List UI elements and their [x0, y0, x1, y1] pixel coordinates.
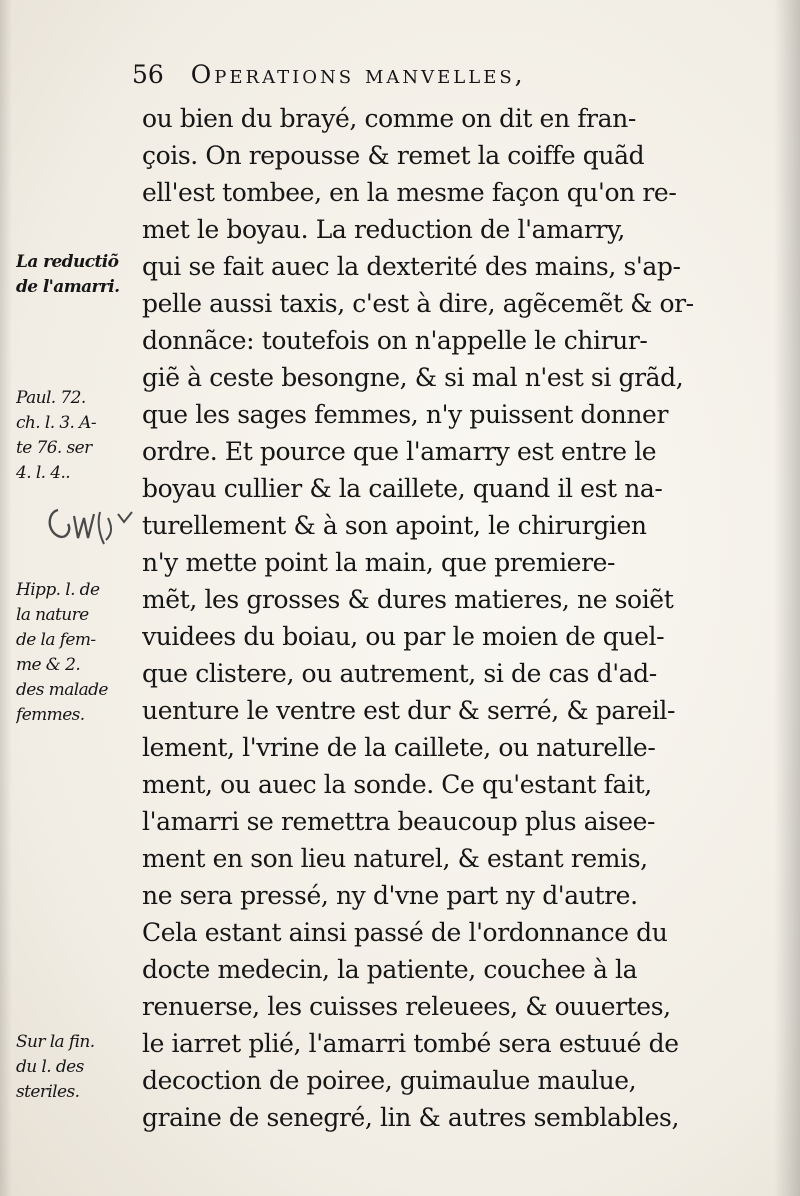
text-line: pelle aussi taxis, c'est à dire, agẽcemẽt & or-	[142, 289, 694, 318]
binding-shadow	[774, 0, 800, 1196]
margin-note-line: te 76. ser	[16, 438, 92, 458]
text-line: docte medecin, la patiente, couchee à la	[142, 955, 638, 984]
page-edge-shadow	[0, 0, 12, 1196]
text-line: boyau cullier & la caillete, quand il est na-	[142, 474, 663, 503]
margin-notes	[16, 0, 141, 1196]
text-line: ment en son lieu naturel, & estant remis,	[142, 844, 648, 873]
text-line: ne sera pressé, ny d'vne part ny d'autre.	[142, 881, 638, 910]
text-line: mẽt, les grosses & dures matieres, ne soiẽt	[142, 585, 674, 614]
text-line: met le boyau. La reduction de l'amarry,	[142, 215, 625, 244]
text-line: Cela estant ainsi passé de l'ordonnance du	[142, 918, 668, 947]
margin-note-line: La reductiõ	[16, 252, 119, 272]
margin-note-line: des malade	[16, 680, 108, 700]
text-line: decoction de poiree, guimaulue maulue,	[142, 1066, 637, 1095]
text-line: ordre. Et pource que l'amarry est entre le	[142, 437, 657, 466]
text-line: uenture le ventre est dur & serré, & pareil-	[142, 696, 676, 725]
text-line: graine de senegré, lin & autres semblables,	[142, 1103, 680, 1132]
margin-note-line: 4. l. 4..	[16, 463, 71, 483]
margin-note-line: du l. des	[16, 1057, 84, 1077]
text-line: çois. On repousse & remet la coiffe quãd	[142, 141, 645, 170]
margin-note-line: femmes.	[16, 705, 85, 725]
text-line: vuidees du boiau, ou par le moien de quel-	[142, 622, 665, 651]
margin-note-line: de la fem-	[16, 630, 96, 650]
text-line: qui se fait auec la dexterité des mains, s'ap-	[142, 252, 681, 281]
handwritten-annotation-icon	[44, 500, 136, 546]
text-line: renuerse, les cuisses releuees, & ouuertes,	[142, 992, 671, 1021]
text-line: n'y mette point la main, que premiere-	[142, 548, 616, 577]
margin-note-steriles	[16, 1030, 141, 1105]
text-line: lement, l'vrine de la caillete, ou naturelle-	[142, 733, 656, 762]
page-number: 56	[132, 60, 164, 89]
margin-note-reduction	[16, 250, 141, 300]
margin-note-paul	[16, 386, 141, 486]
margin-note-line: Paul. 72.	[16, 388, 86, 408]
text-line: que les sages femmes, n'y puissent donner	[142, 400, 668, 429]
main-text-block	[142, 100, 732, 1136]
margin-note-line: la nature	[16, 605, 89, 625]
margin-note-hippocrates	[16, 578, 141, 728]
text-line: le iarret plié, l'amarri tombé sera estuué de	[142, 1029, 679, 1058]
margin-note-line: steriles.	[16, 1082, 80, 1102]
text-line: giẽ à ceste besongne, & si mal n'est si grãd,	[142, 363, 684, 392]
margin-note-line: Hipp. l. de	[16, 580, 100, 600]
margin-note-line: Sur la fin.	[16, 1032, 95, 1052]
text-line: ou bien du brayé, comme on dit en fran-	[142, 104, 636, 133]
text-line: turellement & à son apoint, le chirurgien	[142, 511, 647, 540]
margin-note-line: me & 2.	[16, 655, 81, 675]
text-line: ment, ou auec la sonde. Ce qu'estant fait,	[142, 770, 652, 799]
margin-note-line: ch. l. 3. A-	[16, 413, 96, 433]
text-line: que clistere, ou autrement, si de cas d'ad-	[142, 659, 657, 688]
text-line: l'amarri se remettra beaucoup plus aisee-	[142, 807, 656, 836]
running-title: Operations manvelles,	[190, 60, 526, 89]
page-header	[132, 60, 732, 98]
margin-note-line: de l'amarri.	[16, 277, 120, 297]
text-line: ell'est tombee, en la mesme façon qu'on re-	[142, 178, 677, 207]
text-line: donnãce: toutefois on n'appelle le chirur-	[142, 326, 648, 355]
